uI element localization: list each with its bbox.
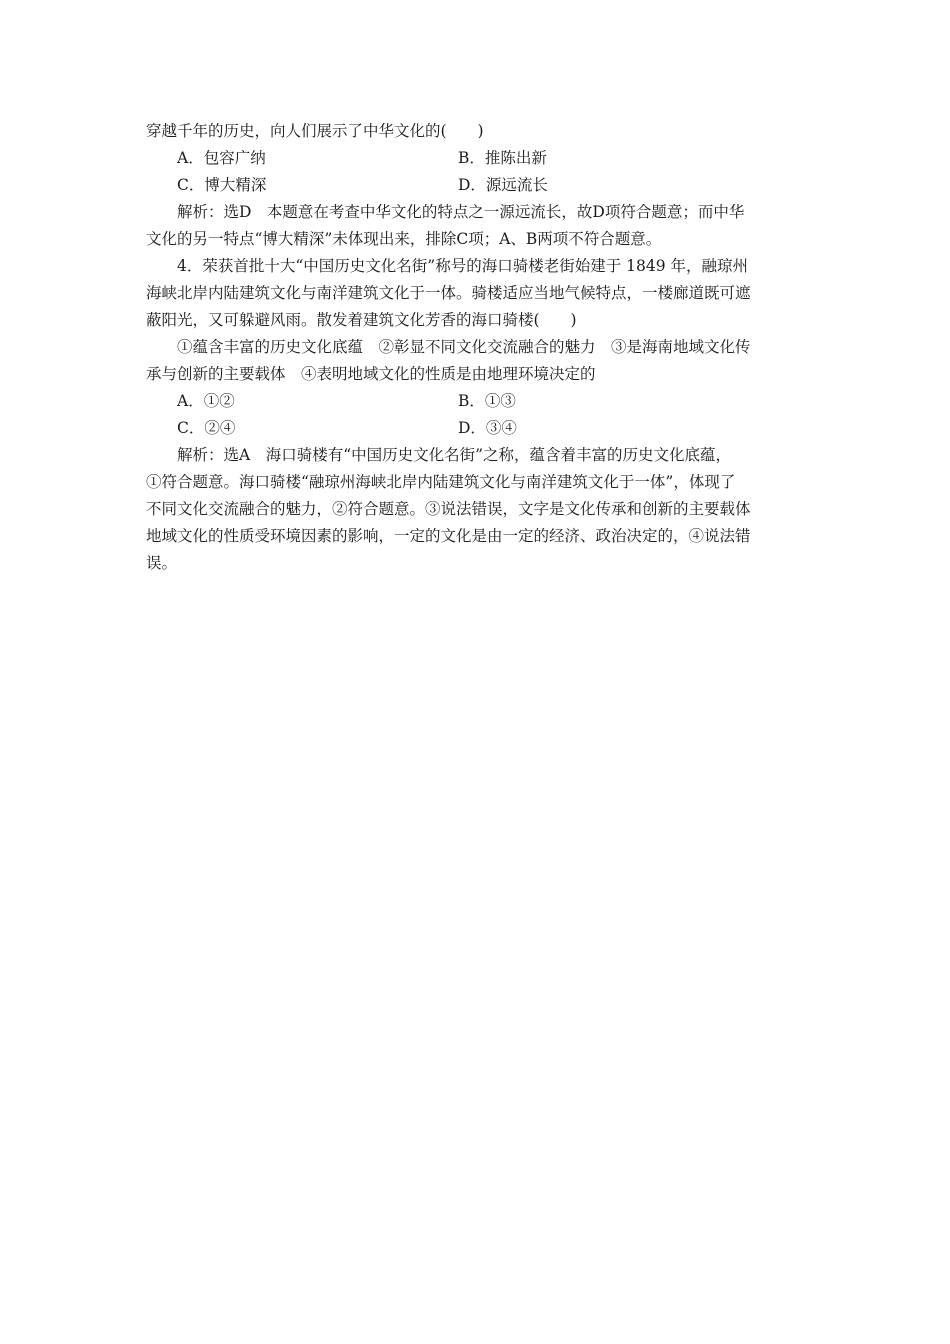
q3-option-d: D．源远流长: [458, 176, 548, 194]
q4-analysis-line-3: 不同文化交流融合的魅力，②符合题意。③说法错误，文字是文化传承和创新的主要载体: [146, 500, 751, 518]
document-page: [146, 118, 808, 577]
q4-stem-line-1: 4．荣获首批十大“中国历史文化名街”称号的海口骑楼老街始建于 1849 年，融琼州: [177, 257, 749, 275]
q3-option-b: B．推陈出新: [458, 149, 547, 167]
q4-option-c: C．②④: [177, 419, 236, 437]
q3-option-c: C．博大精深: [177, 176, 267, 194]
q4-analysis-line-5: 误。: [146, 554, 178, 572]
q4-option-b: B．①③: [458, 392, 516, 410]
q4-stem-line-3: 蔽阳光，又可躲避风雨。散发着建筑文化芳香的海口骑楼( ): [146, 311, 577, 329]
q3-stem-tail: 穿越千年的历史，向人们展示了中华文化的( ): [146, 122, 484, 140]
q3-options-row-1: [146, 145, 808, 172]
q4-option-d: D．③④: [458, 419, 517, 437]
q4-analysis-line-4: 地域文化的性质受环境因素的影响，一定的文化是由一定的经济、政治决定的，④说法错: [146, 527, 751, 545]
q4-statements-line-2: 承与创新的主要载体 ④表明地域文化的性质是由地理环境决定的: [146, 365, 596, 383]
q3-analysis-line-2: 文化的另一特点“博大精深”未体现出来，排除C项；A、B两项不符合题意。: [146, 230, 662, 248]
q4-analysis-line-2: ①符合题意。海口骑楼“融琼州海峡北岸内陆建筑文化与南洋建筑文化于一体”，体现了: [146, 473, 736, 491]
q4-options-row-2: [146, 415, 808, 442]
q3-option-a: A．包容广纳: [177, 149, 266, 167]
q3-analysis-line-1: 解析：选D 本题意在考查中华文化的特点之一源远流长，故D项符合题意；而中华: [177, 203, 745, 221]
q4-options-row-1: [146, 388, 808, 415]
q4-analysis-line-1: 解析：选A 海口骑楼有“中国历史文化名街”之称，蕴含着丰富的历史文化底蕴，: [177, 446, 732, 464]
q4-statements-line-1: ①蕴含丰富的历史文化底蕴 ②彰显不同文化交流融合的魅力 ③是海南地域文化传: [177, 338, 751, 356]
q3-options-row-2: [146, 172, 808, 199]
q4-option-a: A．①②: [177, 392, 235, 410]
q4-stem-line-2: 海峡北岸内陆建筑文化与南洋建筑文化于一体。骑楼适应当地气候特点，一楼廊道既可遮: [146, 284, 751, 302]
